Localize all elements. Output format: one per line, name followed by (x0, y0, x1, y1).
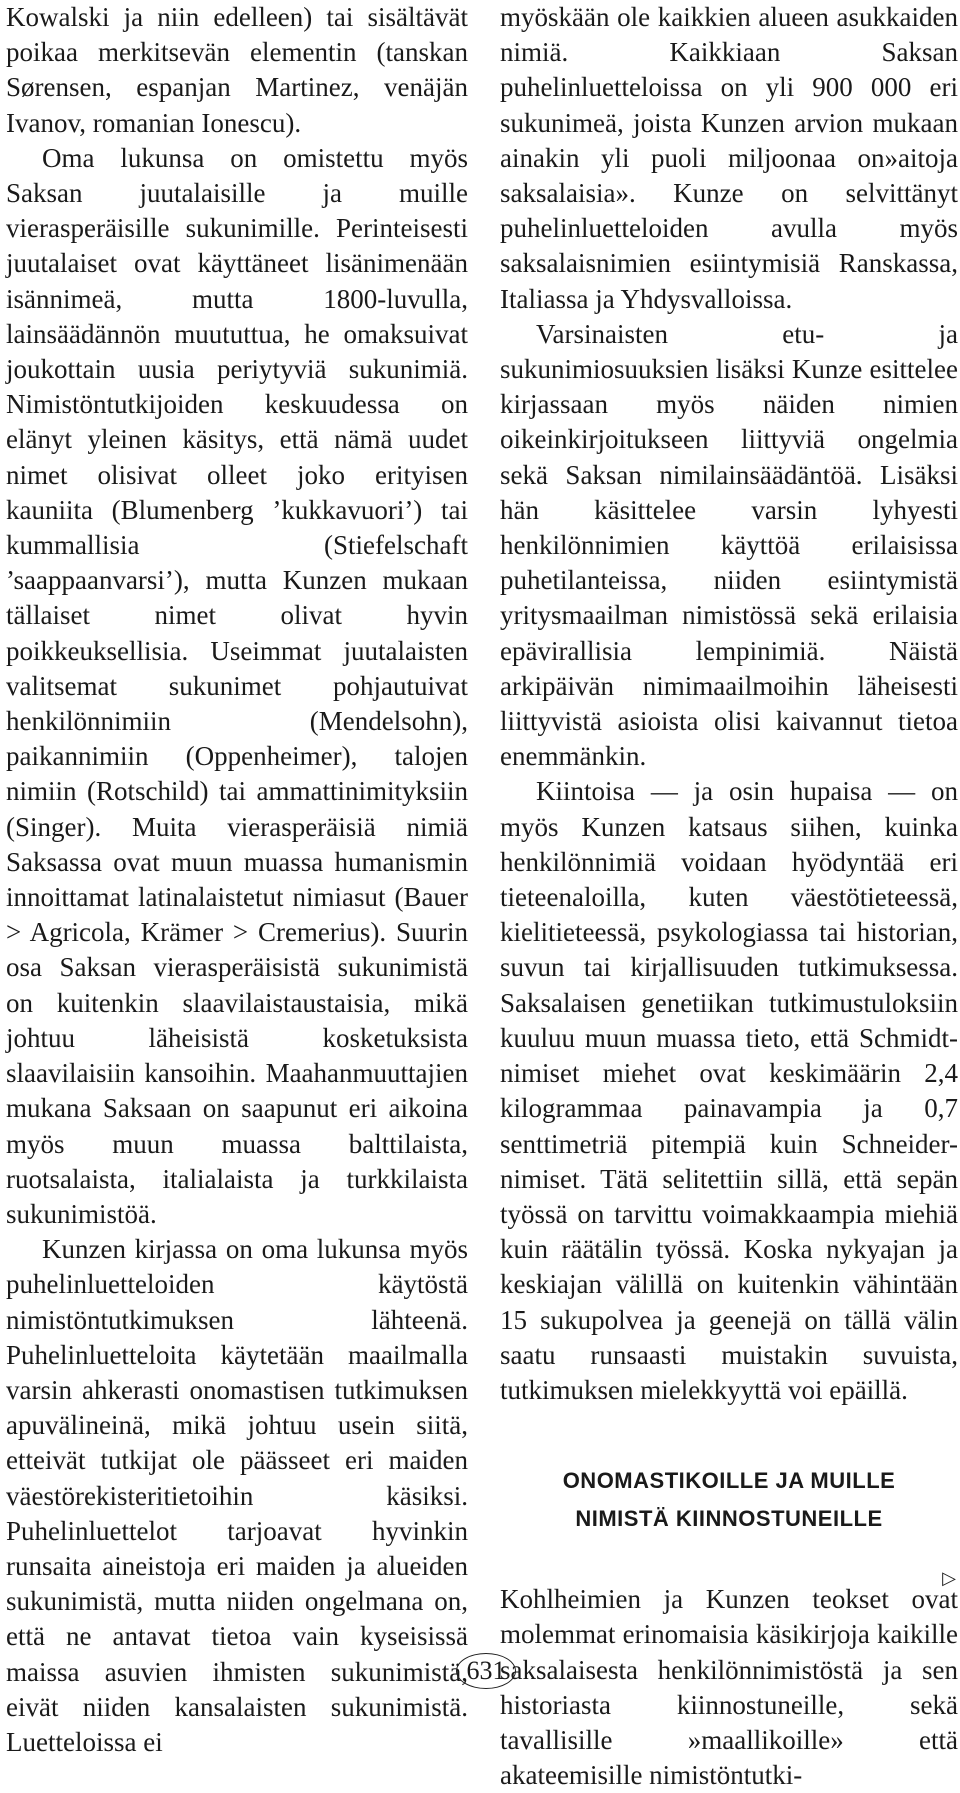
right-column (500, 0, 958, 1793)
section-heading (500, 1462, 958, 1538)
section-heading-line-1: ONOMASTIKOILLE JA MUILLE (562, 1468, 896, 1494)
right-paragraph-2: Varsinaisten etu- ja sukunimiosuuksien lisäksi Kunze esittelee kirjassaan myös näiden nimien oikeinkirjoitukseen liittyviä ongelmia sekä Saksan nimilainsäädäntöä. Lisäksi hän käsittelee varsin lyhyesti henkilönnimien käyttöä erilaisissa puhetilanteissa, niiden esiintymistä yritysmaailman nimistössä sekä erilaisia epävirallisia lempinimiä. Näistä arkipäivän nimimaailmoihin läheisesti liittyvistä asioista olisi kaivannut tietoa enemmänkin. (500, 318, 958, 772)
right-paragraph-1: myöskään ole kaikkien alueen asukkaiden nimiä. Kaikkiaan Saksan puhelinluetteloissa on yli 900 000 eri sukunimeä, joista Kunzen arvion mukaan ainakin yli puoli miljoonaa on»aitoja saksalaisia». Kunze on selvittänyt puhelinluetteloiden avulla myös saksalaisnimien esiintymisiä Ranskassa, Italiassa ja Yhdysvalloissa. (500, 2, 958, 314)
right-paragraph-3: Kiintoisa — ja osin hupaisa — on myös Kunzen katsaus siihen, kuinka henkilönnimiä voidaan hyödyntää eri tieteenaloilla, kuten väestötieteessä, kielitieteessä, psykologiassa tai historian, suvun tai kirjallisuuden tutkimuksessa. Saksalaisen genetiikan tutkimustuloksiin kuuluu muun muassa tieto, että Schmidt-nimiset miehet ovat keskimäärin 2,4 kilogrammaa painavampia ja 0,7 senttimetriä pitempiä kuin Schneider-nimiset. Tätä selitettiin sillä, että sepän työssä on tarvittu voimakkaampia miehiä kuin räätälin työssä. Koska nykyajan ja keskiajan välillä on kuitenkin vähintään 15 sukupolvea ja geenejä on tällä välin saatu runsaasti muistakin suvuista, tutkimuksen mielekkyyttä voi epäillä. (500, 776, 958, 1405)
right-paragraph-4: Kohlheimien ja Kunzen teokset ovat molemmat erinomaisia käsikirjoja kaikille saksalaisesta henkilönnimistöstä ja sen historiasta kiinnostuneille, sekä tavallisille »maallikoille» että akateemisille nimistöntutki- (500, 1584, 958, 1791)
continue-triangle-icon: ▷ (942, 1568, 956, 1589)
left-paragraph-3: Kunzen kirjassa on oma lukunsa myös puhelinluetteloiden käytöstä nimistöntutkimuksen lähteenä. Puhelinluetteloita käytetään maailmalla varsin ahkerasti onomastisen tutkimuksen apuvälineinä, mikä johtuu usein siitä, etteivät tutkijat ole päässeet eri maiden väestörekisteritietoihin käsiksi. Puhelinluettelot tarjoavat hyvinkin runsaita aineistoja eri maiden ja alueiden sukunimistä, mutta niiden ongelmana on, että ne antavat tietoa vain kyseisissä maissa asuvien ihmisten sukunimistä, eivät niiden kansalaisten sukunimistä. Luetteloissa ei (6, 1234, 468, 1757)
left-paragraph-1: Kowalski ja niin edelleen) tai sisältävät poikaa merkitsevän elementin (tanskan Sørensen, espanjan Martinez, venäjän Ivanov, romanian Ionescu). (6, 2, 468, 138)
left-paragraph-2: Oma lukunsa on omistettu myös Saksan juutalaisille ja muille vierasperäisille sukunimille. Perinteisesti juutalaiset ovat käyttäneet lisänimenään isännimeä, mutta 1800-luvulla, lainsäädännön muututtua, he omaksuivat joukottain uusia periytyviä sukunimiä. Nimistöntutkijoiden keskuudessa on elänyt yleinen käsitys, että nämä uudet nimet olisivat olleet joko erityisen kauniita (Blumenberg ’kukkavuori’) tai kummallisia (Stiefelschaft ’saappaanvarsi’), mutta Kunzen mukaan tällaiset nimet olivat hyvin poikkeuksellisia. Useimmat juutalaisten valitsemat sukunimet pohjautuivat henkilönnimiin (Mendelsohn), paikannimiin (Oppenheimer), talojen nimiin (Rotschild) tai ammattinimityksiin (Singer). Muita vierasperäisiä nimiä Saksassa ovat muun muassa humanismin innoittamat latinalaistetut nimiasut (Bauer > Agricola, Krämer > Cremerius). Suurin osa Saksan vierasperäisistä sukunimistä on kuitenkin slaavilaistaustaisia, mikä johtuu läheisistä kosketuksista slaavilaisiin kansoihin. Maahanmuuttajien mukana Saksaan on saapunut eri aikoina myös muun muassa balttilaista, ruotsalaista, italialaista ja turkkilaista sukunimistöä. (6, 142, 468, 1229)
left-column (6, 0, 468, 1760)
section-heading-line-2: NIMISTÄ KIINNOSTUNEILLE (575, 1506, 883, 1532)
page-number: 631 (456, 1653, 516, 1689)
